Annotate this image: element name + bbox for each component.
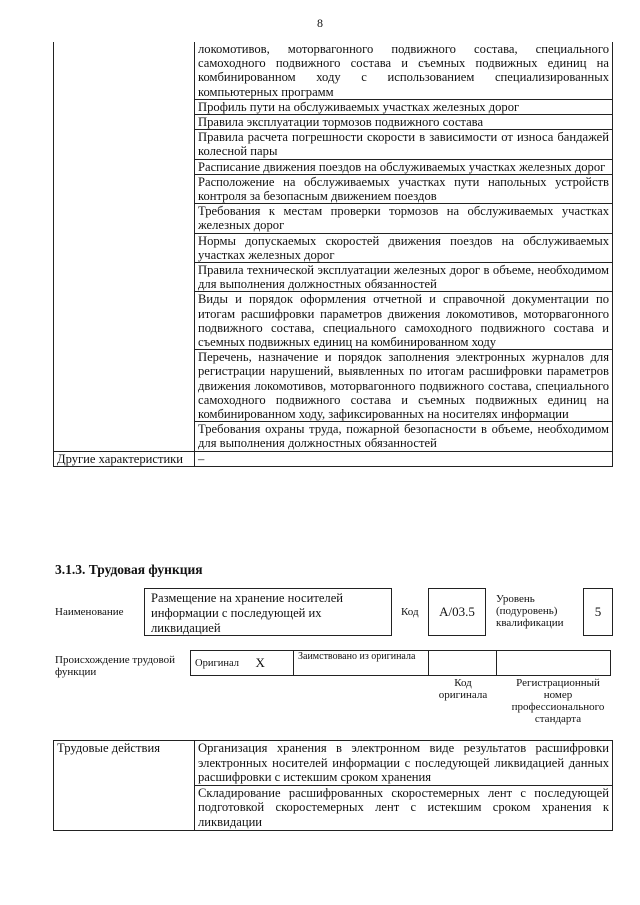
origin-label: Происхождение трудовой функции [55, 654, 176, 678]
code-value: А/03.5 [439, 604, 475, 619]
knowledge-row: Нормы допускаемых скоростей движения поездов на обслуживаемых участках железных дорог [195, 233, 613, 262]
knowledge-row: Правила расчета погрешности скорости в зависимости от износа бандажей колесной пары [195, 130, 613, 159]
knowledge-label-cell [54, 42, 195, 451]
code-box [428, 588, 486, 636]
labor-actions-label: Трудовые действия [54, 741, 195, 831]
labor-actions-table [53, 740, 613, 831]
knowledge-row: Профиль пути на обслуживаемых участках железных дорог [195, 99, 613, 114]
knowledge-row: Расписание движения поездов на обслуживаемых участках железных дорог [195, 159, 613, 174]
original-mark: Х [252, 651, 294, 676]
function-name-value: Размещение на хранение носителей информации с последующей их ликвидацией [151, 591, 344, 635]
other-characteristics-value: – [195, 451, 613, 466]
knowledge-row: Требования охраны труда, пожарной безопасности в объеме, необходимом для выполнения должностных обязанностей [195, 422, 613, 451]
labor-action-row: Организация хранения в электронном виде результатов расшифровки электронных носителей информации с последующей ликвидацией данных расшифровки с истекшим сроком хранения [195, 741, 613, 786]
section-title: 3.1.3. Трудовая функция [55, 562, 203, 577]
qualification-level-label: Уровень (подуровень) квалификации [496, 593, 564, 629]
knowledge-row: Требования к местам проверки тормозов на обслуживаемых участках железных дорог [195, 204, 613, 233]
level-box [583, 588, 613, 636]
reg-number-label: Регистрационный номер профессионального стандарта [511, 677, 605, 725]
level-value: 5 [594, 604, 602, 619]
original-label: Оригинал [191, 651, 252, 676]
code-label: Код [401, 606, 419, 618]
name-label: Наименование [55, 606, 124, 618]
knowledge-row: Правила технической эксплуатации железных дорог в объеме, необходимом для выполнения должностных обязанностей [195, 263, 613, 292]
knowledge-row: локомотивов, моторвагонного подвижного состава, специального самоходного подвижного состава и съемных подвижных единиц на комбинированном ходу с использованием специализированных компьютерных программ [195, 42, 613, 99]
other-characteristics-label: Другие характеристики [54, 451, 195, 466]
knowledge-row: Перечень, назначение и порядок заполнения электронных журналов для регистрации нарушений, выявленных по итогам расшифровки параметров движения локомотивов, моторвагонного подвижного состава, специального самоходного подвижного состава и съемных подвижных единиц на комбинированном ходу, зафиксированных на носителях информации [195, 350, 613, 422]
knowledge-row: Правила эксплуатации тормозов подвижного состава [195, 115, 613, 130]
origin-table [190, 650, 611, 676]
borrowed-label: Заимствовано из оригинала [294, 651, 429, 676]
labor-action-row: Складирование расшифрованных скоростемерных лент с последующей подготовкой скоростемерных лент с истекшим сроком хранения к ликвидации [195, 785, 613, 830]
code-original-label: Код оригинала [438, 677, 488, 701]
code-original-cell [429, 651, 497, 676]
knowledge-row: Расположение на обслуживаемых участках пути напольных устройств контроля за безопасным движением поездов [195, 174, 613, 203]
function-name-box [144, 588, 392, 636]
page-number: 8 [317, 16, 323, 30]
knowledge-row: Виды и порядок оформления отчетной и справочной документации по итогам расшифровки параметров движения локомотивов, моторвагонного подвижного состава, специального самоходного подвижного состава и съемных подвижных единиц на комбинированном ходу [195, 292, 613, 350]
knowledge-table [53, 42, 613, 467]
reg-number-cell [497, 651, 611, 676]
